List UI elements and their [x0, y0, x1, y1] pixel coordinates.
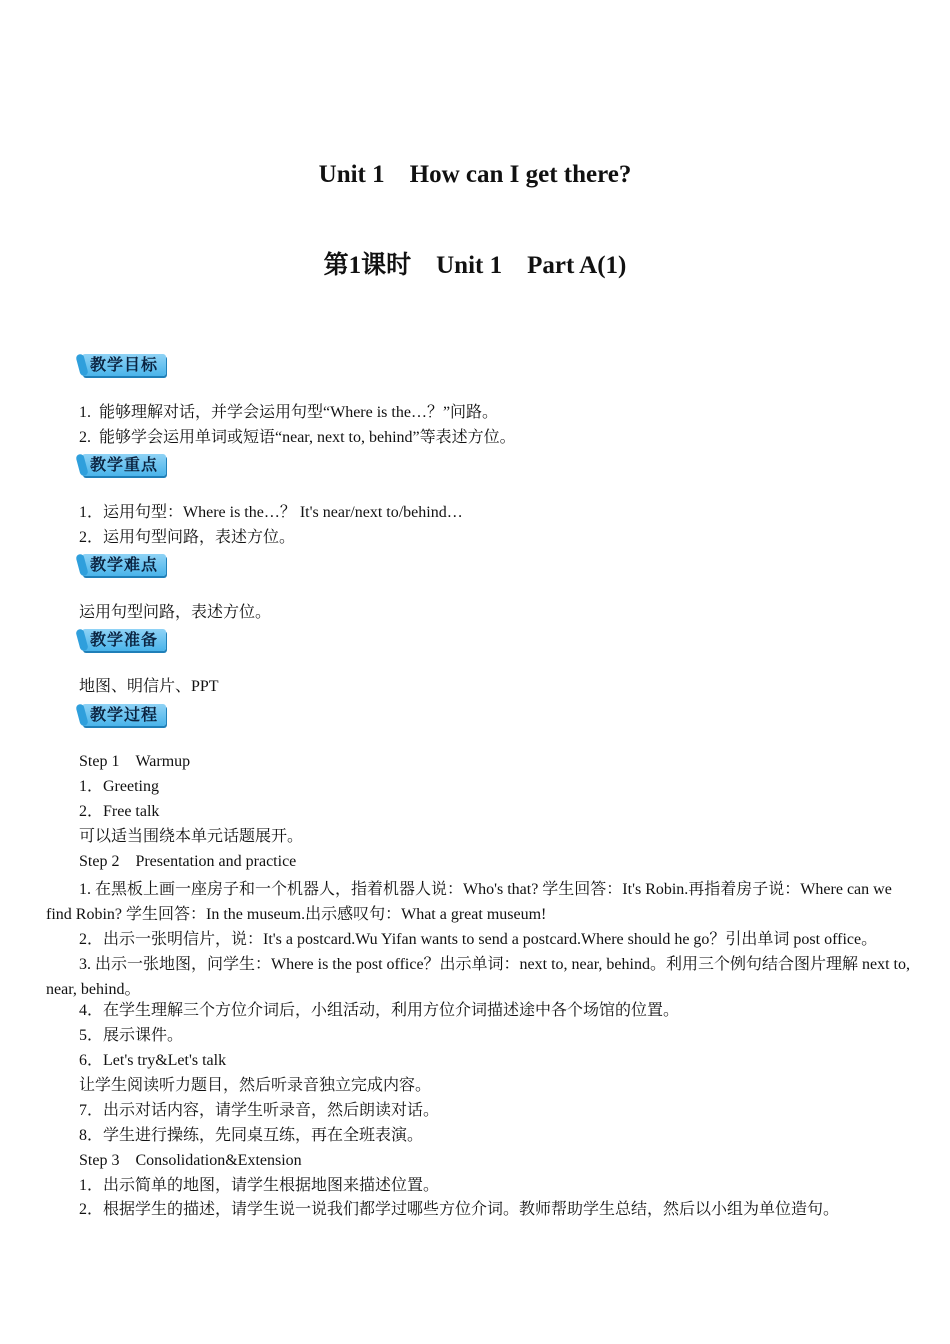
objective-item: 1. 能够理解对话，并学会运用句型“Where is the…？”问路。 — [79, 404, 499, 421]
section-badge-preparation — [78, 627, 170, 653]
section-badge-key-points — [78, 452, 170, 478]
objective-item: 2. 能够学会运用单词或短语“near, next to, behind”等表述方位。 — [79, 429, 516, 446]
step-item: 4．在学生理解三个方位介词后，小组活动，利用方位介词描述途中各个场馆的位置。 — [79, 1002, 680, 1019]
step-heading: Step 3 Consolidation&Extension — [79, 1152, 302, 1169]
lesson-subtitle: 第1课时 Unit 1 Part A(1) — [323, 252, 627, 279]
section-badge-objectives — [78, 352, 170, 378]
step-item: 1．Greeting — [79, 778, 159, 795]
step-item: 5．展示课件。 — [79, 1027, 184, 1044]
step-note: 让学生阅读听力题目，然后听录音独立完成内容。 — [79, 1077, 432, 1094]
badge-label: 教学难点 — [82, 554, 166, 576]
document-title: Unit 1 How can I get there? — [318, 161, 632, 188]
difficulty-item: 运用句型问路，表述方位。 — [79, 604, 272, 621]
step-item: 1．出示简单的地图，请学生根据地图来描述位置。 — [79, 1177, 440, 1194]
step-paragraph: 2．出示一张明信片，说：It's a postcard.Wu Yifan wants to send a postcard.Where should he go？引出单词 post office。 — [79, 931, 878, 948]
badge-label: 教学准备 — [82, 629, 166, 651]
badge-label: 教学目标 — [82, 354, 166, 376]
step-note: 可以适当围绕本单元话题展开。 — [79, 828, 304, 845]
key-point-item: 1．运用句型：Where is the…？ It's near/next to/behind… — [79, 504, 463, 521]
step-item: 6．Let's try&Let's talk — [79, 1052, 227, 1069]
section-badge-process — [78, 702, 170, 728]
section-badge-difficulties — [78, 552, 170, 578]
step-heading: Step 2 Presentation and practice — [79, 853, 297, 870]
preparation-item: 地图、明信片、PPT — [79, 678, 219, 695]
key-point-item: 2．运用句型问路，表述方位。 — [79, 529, 296, 546]
step-item: 2．根据学生的描述，请学生说一说我们都学过哪些方位介词。教师帮助学生总结，然后以小组为单位造句。 — [79, 1201, 840, 1218]
step-item: 8．学生进行操练，先同桌互练，再在全班表演。 — [79, 1127, 424, 1144]
step-paragraph: 3. 出示一张地图，问学生：Where is the post office？出示单词：next to, near, behind。利用三个例句结合图片理解 next to, near, behind。 — [46, 956, 910, 998]
badge-label: 教学过程 — [82, 704, 166, 726]
step-item: 2．Free talk — [79, 803, 160, 820]
badge-label: 教学重点 — [82, 454, 166, 476]
step-paragraph: 1. 在黑板上画一座房子和一个机器人，指着机器人说：Who's that? 学生回答：It's Robin.再指着房子说：Where can we find Robin? 学生回答：In the museum.出示感叹句：What a great museum! — [46, 881, 892, 923]
step-item: 7．出示对话内容，请学生听录音，然后朗读对话。 — [79, 1102, 440, 1119]
step-heading: Step 1 Warmup — [79, 753, 191, 770]
